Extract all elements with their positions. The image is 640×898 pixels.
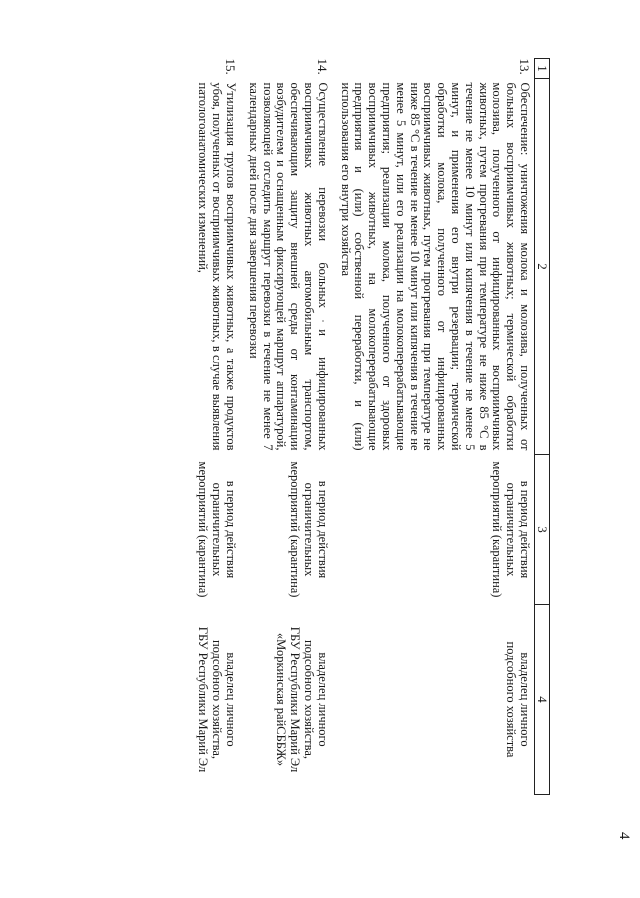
period-line: в период действия bbox=[518, 480, 532, 579]
period-line: мероприятий (карантина) bbox=[196, 461, 211, 598]
period-line: ограничительных bbox=[302, 482, 317, 577]
header-col-3: 3 bbox=[535, 455, 550, 605]
responsible-cell bbox=[332, 605, 535, 795]
responsible-line: «Моркинская райСББЖ» bbox=[274, 632, 289, 767]
measure-text: Осуществление перевозки больных и инфицированных восприимчивых животных автомобильным транспортом, обеспечивающим защиту внешней среды от контаминации возбудителем и оснащенным фиксирующей маршрут аппаратурой, позволяющей отследить маршрут перевозки в течение не менее 7 календарных дней после дня завершения перевозки bbox=[246, 82, 330, 451]
measures-table bbox=[190, 58, 550, 795]
period-cell bbox=[332, 455, 535, 605]
responsible-line: ГБУ Республики Марий Эл bbox=[288, 626, 303, 773]
period-line: в период действия bbox=[315, 480, 330, 579]
responsible-cell bbox=[240, 605, 332, 795]
row-number: 14. bbox=[314, 58, 330, 75]
table-row bbox=[190, 59, 240, 795]
responsible-cell bbox=[190, 605, 240, 795]
measure-text: Утилизация трупов восприимчивых животных, а также продуктов убоя, полученных от восприимчивых животных, в случае выявления патологоанатомических изменений, bbox=[196, 82, 239, 451]
responsible-line: владелец личного bbox=[518, 652, 532, 747]
period-line: ограничительных bbox=[504, 482, 519, 577]
page-number: 4 bbox=[616, 832, 632, 840]
table-header-row bbox=[535, 59, 550, 795]
responsible-line: подсобного хозяйства, bbox=[210, 639, 225, 760]
row-number: 15. bbox=[223, 58, 239, 75]
row-number: 13. bbox=[517, 58, 532, 75]
responsible-line: подсобного хозяйства bbox=[504, 641, 519, 758]
responsible-line: подсобного хозяйства, bbox=[302, 639, 317, 760]
period-line: в период действия bbox=[224, 480, 239, 579]
responsible-line: владелец личного bbox=[315, 652, 330, 747]
table-row bbox=[332, 59, 535, 795]
responsible-line: владелец личного bbox=[224, 652, 239, 747]
header-col-1: 1 bbox=[535, 59, 550, 79]
period-line: мероприятий (карантина) bbox=[288, 461, 303, 598]
measure-text: Обеспечение: уничтожения молока и молозива, полученных от больных восприимчивых животных; термической обработки молозива, полученного от инфицированных восприимчивых животных, путем прогревания при температуре не ниже 85 °С в течение не менее 10 минут или кипячения в течение не менее 5 минут, и применения его внутри резервации; термической обработки молока, полученного от инфицированных восприимчивых животных, путем прогревания при температуре не ниже 85 °С в течение не менее 10 минут или кипячения в течение не менее 5 минут, или его реализации на молокоперерабатывающие предприятия; реализации молока, полученного от здоровых восприимчивых животных, на молокоперерабатывающие предприятия и (или) собственной переработки, и (или) использования его внутри хозяйства bbox=[338, 82, 532, 451]
header-col-2: 2 bbox=[535, 79, 550, 455]
period-cell bbox=[190, 455, 240, 605]
header-col-4: 4 bbox=[535, 605, 550, 795]
period-line: ограничительных bbox=[210, 482, 225, 577]
period-cell bbox=[240, 455, 332, 605]
period-line: мероприятий (карантина) bbox=[490, 461, 505, 598]
responsible-line: ГБУ Республики Марий Эл bbox=[196, 626, 211, 773]
table-row bbox=[240, 59, 332, 795]
